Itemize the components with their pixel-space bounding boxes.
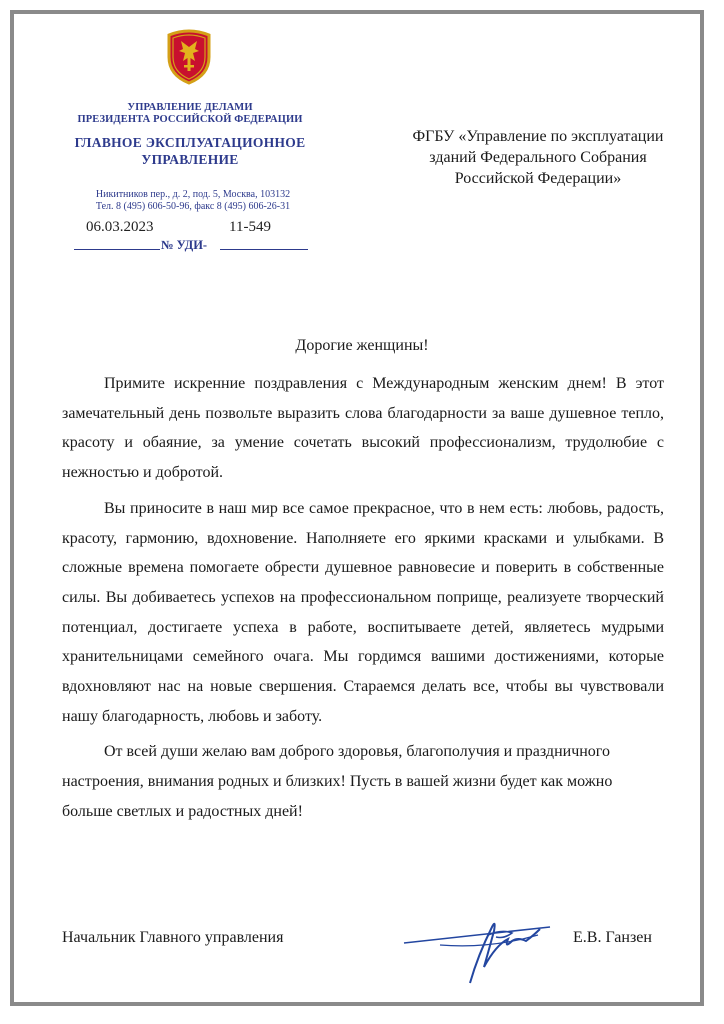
signatory-name: Е.В. Ганзен bbox=[573, 929, 652, 946]
registration-number-label: № УДИ- bbox=[161, 238, 208, 252]
recipient-line-3: Российской Федерации» bbox=[454, 170, 622, 187]
recipient-line-2: зданий Федерального Собрания bbox=[429, 149, 647, 166]
address-line-1: Никитников пер., д. 2, под. 5, Москва, 103132 bbox=[95, 189, 291, 200]
registration-number-line bbox=[220, 249, 308, 250]
letterhead-line-4: УПРАВЛЕНИЕ bbox=[141, 152, 239, 167]
registration-date: 06.03.2023 bbox=[86, 219, 154, 235]
letterhead-line-2: ПРЕЗИДЕНТА РОССИЙСКОЙ ФЕДЕРАЦИИ bbox=[77, 114, 303, 125]
letterhead-line-3: ГЛАВНОЕ ЭКСПЛУАТАЦИОННОЕ bbox=[74, 135, 306, 150]
handwritten-signature-icon bbox=[400, 905, 560, 990]
paragraph-3: От всей души желаю вам доброго здоровья, благополучия и праздничного настроения, внимания родных и близких! Пусть в вашей жизни будет как можно больше светлых и радостных дней! bbox=[62, 743, 613, 820]
letter-body bbox=[62, 369, 664, 833]
letterhead bbox=[62, 102, 318, 168]
address-line-2: Тел. 8 (495) 606-50-96, факс 8 (495) 606-26-31 bbox=[95, 201, 291, 212]
paragraph-1: Примите искренние поздравления с Международным женским днем! В этот замечательный день позвольте выразить слова благодарности за ваше душевное тепло, красоту и обаяние, за умение сочетать высокий профессионализм, трудолюбие с нежностью и добротой. bbox=[62, 375, 664, 482]
coat-of-arms-emblem-icon bbox=[165, 27, 213, 85]
letterhead-address bbox=[60, 189, 326, 213]
greeting: Дорогие женщины! bbox=[295, 337, 429, 354]
recipient-address bbox=[388, 126, 688, 189]
recipient-line-1: ФГБУ «Управление по эксплуатации bbox=[412, 128, 664, 145]
letterhead-line-1: УПРАВЛЕНИЕ ДЕЛАМИ bbox=[127, 102, 253, 113]
signatory-title: Начальник Главного управления bbox=[62, 929, 284, 946]
registration-date-line bbox=[74, 249, 160, 250]
paragraph-2: Вы приносите в наш мир все самое прекрасное, что в нем есть: любовь, радость, красоту, гармонию, вдохновение. Наполняете его яркими красками и улыбками. В сложные времена помогаете обрести душевное равновесие и поверить в собственные силы. Вы добиваетесь успехов на профессиональном поприще, реализуете творческий потенциал, достигаете успеха в работе, воспитываете детей, являетесь мудрыми хранительницами семейного очага. Мы гордимся вашими достижениями, которые вдохновляют нас на новые свершения. Стараемся делать все, чтобы вы чувствовали нашу благодарность, любовь и заботу. bbox=[62, 499, 664, 725]
registration-number: 11-549 bbox=[229, 219, 271, 235]
